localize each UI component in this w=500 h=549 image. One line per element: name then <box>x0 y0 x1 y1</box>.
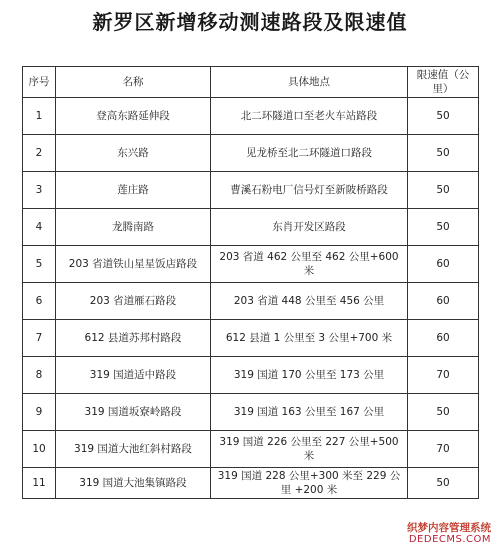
cell-index: 9 <box>23 394 56 431</box>
header-limit: 限速值（公里） <box>408 67 479 98</box>
header-name: 名称 <box>56 67 211 98</box>
header-location: 具体地点 <box>211 67 408 98</box>
cell-location: 见龙桥至北二环隧道口路段 <box>211 135 408 172</box>
cell-name: 612 县道苏邦村路段 <box>56 320 211 357</box>
cell-limit: 50 <box>408 209 479 246</box>
cell-name: 203 省道铁山星星饭店路段 <box>56 246 211 283</box>
cell-index: 1 <box>23 98 56 135</box>
cell-limit: 70 <box>408 357 479 394</box>
cell-limit: 50 <box>408 98 479 135</box>
cell-limit: 50 <box>408 135 479 172</box>
table-body <box>23 98 479 499</box>
table-row <box>23 98 479 135</box>
cell-name: 203 省道雁石路段 <box>56 283 211 320</box>
cell-location: 319 国道 163 公里至 167 公里 <box>211 394 408 431</box>
cell-limit: 70 <box>408 431 479 468</box>
cell-location: 203 省道 462 公里至 462 公里+600 米 <box>211 246 408 283</box>
table-row <box>23 135 479 172</box>
cell-name: 龙腾南路 <box>56 209 211 246</box>
cell-index: 6 <box>23 283 56 320</box>
cell-name: 319 国道适中路段 <box>56 357 211 394</box>
table-row <box>23 394 479 431</box>
header-row <box>23 67 479 98</box>
cell-location: 612 县道 1 公里至 3 公里+700 米 <box>211 320 408 357</box>
page-title: 新罗区新增移动测速路段及限速值 <box>92 10 408 34</box>
watermark-line-2: DEDECMS.COM <box>408 534 491 545</box>
speed-limit-table <box>22 66 479 499</box>
watermark-logo <box>404 521 494 547</box>
cell-index: 3 <box>23 172 56 209</box>
header-index: 序号 <box>23 67 56 98</box>
cell-location: 曹溪石粉电厂信号灯至新陂桥路段 <box>211 172 408 209</box>
cell-index: 10 <box>23 431 56 468</box>
cell-index: 8 <box>23 357 56 394</box>
cell-location: 203 省道 448 公里至 456 公里 <box>211 283 408 320</box>
table-row <box>23 468 479 499</box>
cell-name: 319 国道大池红斜村路段 <box>56 431 211 468</box>
cell-name: 319 国道坂寮岭路段 <box>56 394 211 431</box>
table-row <box>23 246 479 283</box>
cell-location: 319 国道 228 公里+300 米至 229 公里 +200 米 <box>211 468 408 499</box>
table-row <box>23 209 479 246</box>
cell-name: 319 国道大池集镇路段 <box>56 468 211 499</box>
cell-location: 北二环隧道口至老火车站路段 <box>211 98 408 135</box>
table-row <box>23 357 479 394</box>
watermark-line-1: 织梦内容管理系统 <box>407 522 491 534</box>
cell-limit: 50 <box>408 468 479 499</box>
table-row <box>23 172 479 209</box>
cell-limit: 60 <box>408 246 479 283</box>
cell-index: 7 <box>23 320 56 357</box>
cell-limit: 50 <box>408 172 479 209</box>
cell-index: 5 <box>23 246 56 283</box>
cell-location: 319 国道 170 公里至 173 公里 <box>211 357 408 394</box>
cell-location: 东肖开发区路段 <box>211 209 408 246</box>
cell-index: 2 <box>23 135 56 172</box>
cell-limit: 60 <box>408 283 479 320</box>
cell-limit: 60 <box>408 320 479 357</box>
cell-name: 莲庄路 <box>56 172 211 209</box>
cell-name: 东兴路 <box>56 135 211 172</box>
table-header <box>23 67 479 98</box>
cell-index: 11 <box>23 468 56 499</box>
table-row <box>23 431 479 468</box>
table-row <box>23 320 479 357</box>
cell-limit: 50 <box>408 394 479 431</box>
cell-location: 319 国道 226 公里至 227 公里+500 米 <box>211 431 408 468</box>
table-row <box>23 283 479 320</box>
cell-name: 登高东路延伸段 <box>56 98 211 135</box>
cell-index: 4 <box>23 209 56 246</box>
